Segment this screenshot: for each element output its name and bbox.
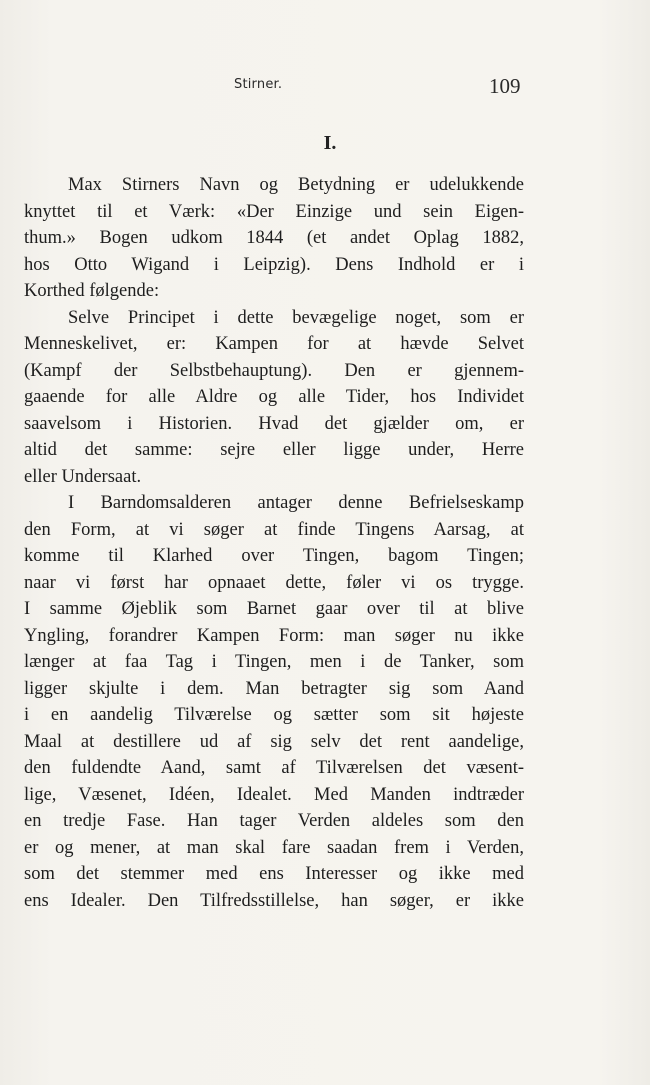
text-line: saavelsom i Historien. Hvad det gjælder om, er bbox=[24, 413, 524, 434]
text-line: Yngling, forandrer Kampen Form: man søger nu ikke bbox=[24, 625, 524, 646]
text-line: Maal at destillere ud af sig selv det rent aandelige, bbox=[24, 731, 524, 752]
text-line: I samme Øjeblik som Barnet gaar over til at blive bbox=[24, 599, 524, 619]
text-line: lige, Væsenet, Idéen, Idealet. Med Manden indtræder bbox=[24, 784, 524, 805]
text-line: den Form, at vi søger at finde Tingens Aarsag, at bbox=[24, 519, 524, 540]
running-title: Stirner. bbox=[234, 77, 283, 92]
text-line: i en aandelig Tilværelse og sætter som sit højeste bbox=[24, 705, 524, 725]
text-line: gaaende for alle Aldre og alle Tider, hos Individet bbox=[24, 387, 524, 407]
text-line: længer at faa Tag i Tingen, men i de Tanker, som bbox=[24, 652, 524, 672]
text-line: som det stemmer med ens Interesser og ikke med bbox=[24, 864, 524, 884]
text-line: en tredje Fase. Han tager Verden aldeles som den bbox=[24, 811, 524, 831]
text-line: Korthed følgende: bbox=[24, 281, 160, 301]
running-head bbox=[0, 74, 650, 98]
section-heading: I. bbox=[323, 132, 337, 154]
text-line: Menneskelivet, er: Kampen for at hævde Selvet bbox=[24, 334, 524, 354]
text-line: knyttet til et Værk: «Der Einzige und sein Eigen- bbox=[24, 201, 524, 222]
text-line: Selve Principet i dette bevægelige noget, som er bbox=[68, 307, 524, 328]
text-line: altid det samme: sejre eller ligge under, Herre bbox=[24, 440, 524, 460]
text-line: er og mener, at man skal fare saadan frem i Verden, bbox=[24, 837, 524, 858]
text-line: Max Stirners Navn og Betydning er udelukkende bbox=[68, 175, 524, 195]
text-line: hos Otto Wigand i Leipzig). Dens Indhold er i bbox=[24, 254, 524, 275]
page-number: 109 bbox=[489, 74, 521, 98]
text-line: naar vi først har opnaaet dette, føler vi os trygge. bbox=[24, 572, 524, 593]
body-text bbox=[24, 172, 524, 914]
text-line: thum.» Bogen udkom 1844 (et andet Oplag 1882, bbox=[24, 228, 524, 248]
text-line: (Kampf der Selbstbehauptung). Den er gjennem- bbox=[24, 360, 524, 381]
text-line: eller Undersaat. bbox=[24, 466, 142, 487]
text-line: komme til Klarhed over Tingen, bagom Tingen; bbox=[24, 546, 524, 566]
text-line: ens Idealer. Den Tilfredsstillelse, han søger, er ikke bbox=[24, 890, 524, 911]
text-line: den fuldendte Aand, samt af Tilværelsen det væsent- bbox=[24, 758, 524, 778]
text-line: ligger skjulte i dem. Man betragter sig som Aand bbox=[24, 678, 524, 699]
text-line: I Barndomsalderen antager denne Befrielseskamp bbox=[68, 493, 524, 513]
